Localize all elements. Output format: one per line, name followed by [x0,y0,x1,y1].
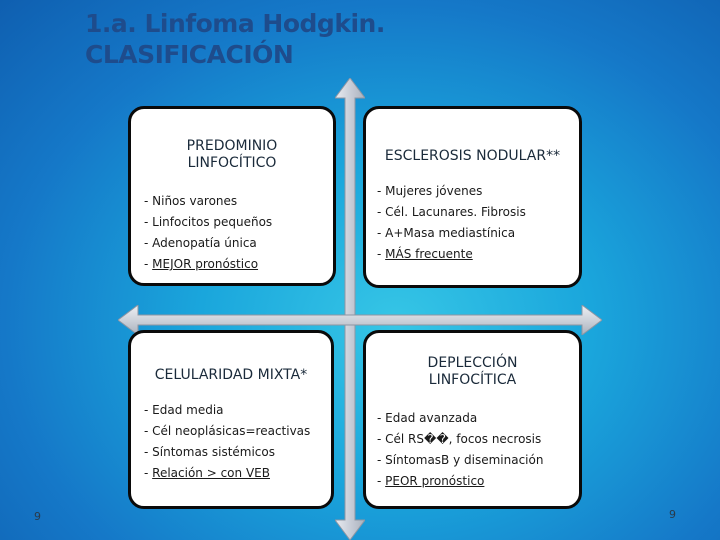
slide-title-line1: 1.a. Linfoma Hodgkin. [85,9,385,38]
list-item: - A+Masa mediastínica [377,226,516,240]
list-item: - Cél. Lacunares. Fibrosis [377,205,526,219]
feature-list [144,191,272,275]
slide-title-line2: CLASIFICACIÓN [85,40,294,69]
list-item-prefix: - [377,247,386,261]
slide-title [85,8,385,70]
list-item [377,471,543,492]
feature-list [377,408,543,492]
card-predominio-linfocitico [128,106,336,286]
list-item [144,463,310,484]
card-heading-line1: PREDOMINIO [186,138,278,154]
list-item: - Niños varones [144,194,238,208]
list-item-prefix: - [377,474,386,488]
feature-list [377,181,526,265]
list-item-prefix: - [144,257,153,271]
list-item: - Cél RS��, focos necrosis [377,432,542,446]
list-item-prefix: - [144,466,153,480]
card-heading-line2: LINFOCÍTICA [428,372,517,388]
prognosis-text: MEJOR pronóstico [152,257,259,271]
list-item [377,244,526,265]
page-number-right: 9 [669,508,676,521]
card-heading: CELULARIDAD MIXTA* [154,367,308,383]
list-item: - Mujeres jóvenes [377,184,483,198]
feature-list [144,400,310,484]
card-heading [131,138,333,172]
card-heading-line2: LINFOCÍTICO [187,155,277,171]
card-heading: ESCLEROSIS NODULAR** [384,148,561,164]
list-item: - Linfocitos pequeños [144,215,273,229]
list-item: - SíntomasB y diseminación [377,453,544,467]
card-heading-line1: DEPLECCIÓN [427,355,518,371]
list-item: - Edad avanzada [377,411,478,425]
list-item: - Adenopatía única [144,236,257,250]
list-item: - Cél neoplásicas=reactivas [144,424,311,438]
card-heading [366,355,579,389]
list-item: - Edad media [144,403,224,417]
card-deplecion-linfocitica [363,330,582,509]
card-esclerosis-nodular [363,106,582,288]
prognosis-text: PEOR pronóstico [385,474,485,488]
list-item: - Síntomas sistémicos [144,445,275,459]
page-number-left: 9 [34,510,41,523]
prognosis-text: Relación > con VEB [152,466,270,480]
prognosis-text: MÁS frecuente [385,247,473,261]
list-item [144,254,272,275]
card-celularidad-mixta [128,330,334,509]
